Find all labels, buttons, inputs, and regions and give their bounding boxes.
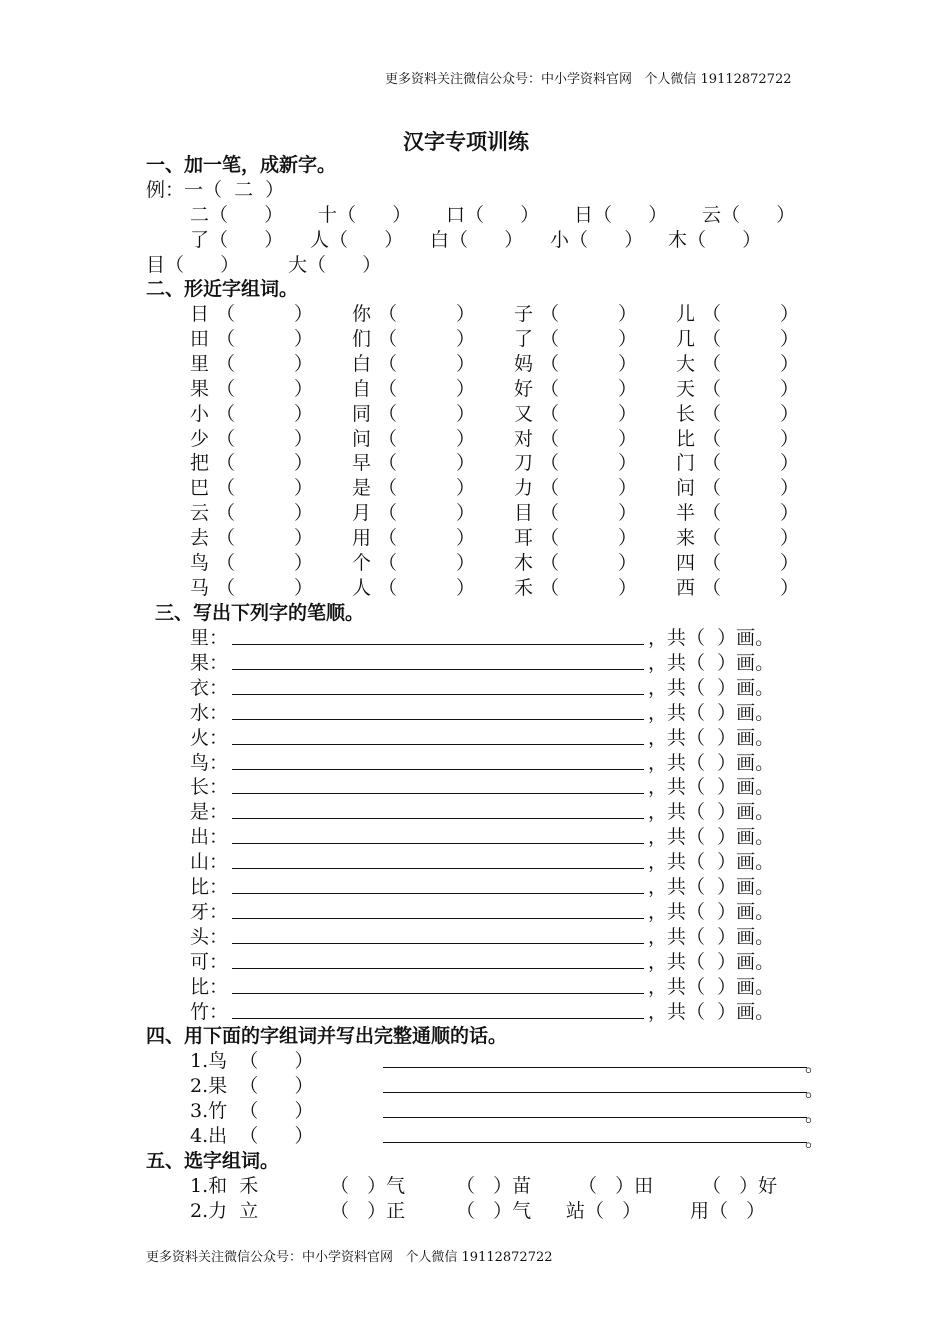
similar-char: 对 (514, 427, 534, 450)
similar-char: 大 (676, 352, 696, 375)
choose-char-item: 2.力 立 (190, 1200, 259, 1222)
stroke-order-char: 比： (190, 876, 229, 898)
similar-char: 去 (190, 527, 210, 550)
close-paren: ） (456, 576, 476, 599)
open-paren: （ (702, 576, 722, 599)
open-paren: （ (378, 303, 398, 325)
stroke-order-char: 是： (190, 801, 229, 824)
open-paren: （ (378, 377, 398, 400)
stroke-count-suffix: ，共（ ）画。 (648, 1000, 775, 1023)
similar-char: 四 (676, 552, 696, 574)
page-header: 更多资料关注微信公众号：中小学资料官网 个人微信 19112872722 (385, 72, 792, 87)
close-paren: ） (456, 527, 476, 550)
similar-char: 马 (190, 576, 210, 599)
close-paren: ） (294, 552, 314, 574)
sentence-period: 。 (805, 1054, 825, 1076)
stroke-order-line[interactable] (232, 744, 644, 745)
add-stroke-item: 人（ ） (310, 229, 404, 251)
similar-char: 妈 (514, 352, 534, 375)
close-paren: ） (780, 352, 800, 375)
close-paren: ） (780, 303, 800, 325)
stroke-order-char: 头： (190, 925, 229, 948)
stroke-count-suffix: ，共（ ）画。 (648, 676, 775, 699)
open-paren: （ (540, 477, 560, 500)
close-paren: ） (618, 303, 638, 325)
similar-char: 巴 (190, 477, 210, 500)
stroke-count-suffix: ，共（ ）画。 (648, 950, 775, 973)
open-paren: （ (702, 477, 722, 500)
similar-char: 半 (676, 502, 696, 525)
similar-char: 耳 (514, 527, 534, 550)
close-paren: ） (780, 377, 800, 400)
close-paren: ） (618, 427, 638, 450)
similar-char: 又 (514, 402, 534, 425)
close-paren: ） (780, 452, 800, 475)
section5-heading: 五、选字组词。 (146, 1150, 280, 1172)
add-stroke-item: 二（ ） (190, 204, 284, 226)
similar-char: 田 (190, 327, 210, 350)
stroke-count-suffix: ，共（ ）画。 (648, 876, 775, 898)
open-paren: （ (540, 427, 560, 450)
similar-char: 果 (190, 377, 210, 400)
choose-char-item: （ ）好 (702, 1175, 778, 1197)
add-stroke-item: 白（ ） (430, 229, 524, 251)
stroke-order-line[interactable] (232, 1018, 644, 1019)
close-paren: ） (294, 527, 314, 550)
open-paren: （ (540, 352, 560, 375)
open-paren: （ (540, 402, 560, 425)
sentence-period: 。 (805, 1129, 825, 1151)
open-paren: （ (216, 377, 236, 400)
open-paren: （ (540, 377, 560, 400)
stroke-order-line[interactable] (232, 769, 644, 770)
stroke-order-char: 出： (190, 826, 229, 849)
sentence-item: 1.鸟 （ ） (190, 1050, 314, 1072)
similar-char: 白 (352, 352, 372, 375)
sentence-line[interactable] (383, 1067, 807, 1068)
similar-char: 把 (190, 452, 210, 475)
open-paren: （ (216, 402, 236, 425)
stroke-count-suffix: ，共（ ）画。 (648, 701, 775, 724)
stroke-order-char: 衣： (190, 676, 229, 699)
open-paren: （ (216, 552, 236, 574)
page-footer: 更多资料关注微信公众号：中小学资料官网 个人微信 19112872722 (146, 1250, 553, 1265)
similar-char: 问 (676, 477, 696, 500)
similar-char: 里 (190, 352, 210, 375)
choose-char-item: 站（ ） (566, 1200, 642, 1222)
open-paren: （ (540, 303, 560, 325)
close-paren: ） (456, 502, 476, 525)
close-paren: ） (456, 303, 476, 325)
similar-char: 自 (352, 377, 372, 400)
similar-char: 长 (676, 402, 696, 425)
similar-char: 是 (352, 477, 372, 500)
close-paren: ） (294, 402, 314, 425)
sentence-period: 。 (805, 1079, 825, 1101)
stroke-order-line[interactable] (232, 843, 644, 844)
stroke-order-line[interactable] (232, 993, 644, 994)
sentence-line[interactable] (383, 1142, 807, 1143)
stroke-count-suffix: ，共（ ）画。 (648, 925, 775, 948)
page-title: 汉字专项训练 (403, 129, 529, 154)
close-paren: ） (618, 402, 638, 425)
close-paren: ） (618, 477, 638, 500)
open-paren: （ (702, 327, 722, 350)
section1-example: 例：一（ 二 ） (146, 179, 285, 201)
open-paren: （ (216, 527, 236, 550)
choose-char-item: （ ）正 (330, 1200, 406, 1222)
stroke-order-line[interactable] (232, 719, 644, 720)
open-paren: （ (540, 502, 560, 525)
close-paren: ） (294, 477, 314, 500)
open-paren: （ (216, 502, 236, 525)
open-paren: （ (216, 427, 236, 450)
open-paren: （ (216, 477, 236, 500)
stroke-order-line[interactable] (232, 968, 644, 969)
open-paren: （ (540, 327, 560, 350)
stroke-order-char: 牙： (190, 900, 229, 923)
choose-char-item: 用（ ） (690, 1200, 766, 1222)
open-paren: （ (702, 552, 722, 574)
add-stroke-item: 大（ ） (288, 254, 382, 276)
stroke-count-suffix: ，共（ ）画。 (648, 826, 775, 849)
section1-heading: 一、加一笔，成新字。 (146, 154, 337, 176)
open-paren: （ (702, 502, 722, 525)
similar-char: 用 (352, 527, 372, 550)
close-paren: ） (618, 502, 638, 525)
stroke-order-char: 果： (190, 651, 229, 674)
similar-char: 个 (352, 552, 372, 574)
stroke-count-suffix: ，共（ ）画。 (648, 776, 775, 799)
stroke-order-char: 鸟： (190, 751, 229, 774)
sentence-item: 4.出 （ ） (190, 1125, 314, 1147)
close-paren: ） (456, 552, 476, 574)
choose-char-item: （ ）气 (456, 1200, 532, 1222)
sentence-item: 2.果 （ ） (190, 1075, 314, 1097)
stroke-count-suffix: ，共（ ）画。 (648, 975, 775, 998)
similar-char: 来 (676, 527, 696, 550)
stroke-order-line[interactable] (232, 793, 644, 794)
similar-char: 门 (676, 452, 696, 475)
section2-heading: 二、形近字组词。 (146, 278, 299, 300)
sentence-line[interactable] (383, 1117, 807, 1118)
section3-heading: 三、写出下列字的笔顺。 (155, 602, 365, 624)
close-paren: ） (456, 352, 476, 375)
open-paren: （ (702, 377, 722, 400)
open-paren: （ (540, 576, 560, 599)
similar-char: 儿 (676, 303, 696, 325)
close-paren: ） (780, 427, 800, 450)
add-stroke-item: 小（ ） (550, 229, 644, 251)
close-paren: ） (456, 402, 476, 425)
stroke-count-suffix: ，共（ ）画。 (648, 751, 775, 774)
stroke-order-line[interactable] (232, 818, 644, 819)
choose-char-item: （ ）气 (330, 1175, 406, 1197)
section4-heading: 四、用下面的字组词并写出完整通顺的话。 (146, 1025, 508, 1047)
open-paren: （ (378, 402, 398, 425)
open-paren: （ (378, 427, 398, 450)
add-stroke-item: 木（ ） (668, 229, 762, 251)
similar-char: 子 (514, 303, 534, 325)
add-stroke-item: 口（ ） (446, 204, 540, 226)
stroke-order-line[interactable] (232, 943, 644, 944)
similar-char: 人 (352, 576, 372, 599)
similar-char: 云 (190, 502, 210, 525)
stroke-order-line[interactable] (232, 694, 644, 695)
choose-char-item: （ ）苗 (456, 1175, 532, 1197)
open-paren: （ (378, 477, 398, 500)
open-paren: （ (216, 303, 236, 325)
stroke-count-suffix: ，共（ ）画。 (648, 651, 775, 674)
similar-char: 木 (514, 552, 534, 574)
close-paren: ） (618, 552, 638, 574)
close-paren: ） (294, 377, 314, 400)
sentence-item: 3.竹 （ ） (190, 1100, 314, 1122)
open-paren: （ (378, 452, 398, 475)
stroke-order-char: 竹： (190, 1000, 229, 1023)
similar-char: 少 (190, 427, 210, 450)
similar-char: 日 (190, 303, 210, 325)
close-paren: ） (294, 576, 314, 599)
close-paren: ） (456, 427, 476, 450)
choose-char-item: 1.和 禾 (190, 1175, 259, 1197)
similar-char: 天 (676, 377, 696, 400)
close-paren: ） (618, 327, 638, 350)
close-paren: ） (780, 477, 800, 500)
add-stroke-item: 十（ ） (318, 204, 412, 226)
open-paren: （ (378, 327, 398, 350)
open-paren: （ (378, 576, 398, 599)
close-paren: ） (294, 427, 314, 450)
open-paren: （ (540, 452, 560, 475)
open-paren: （ (540, 527, 560, 550)
stroke-order-line[interactable] (232, 644, 644, 645)
close-paren: ） (456, 377, 476, 400)
close-paren: ） (456, 477, 476, 500)
close-paren: ） (618, 576, 638, 599)
close-paren: ） (618, 527, 638, 550)
stroke-count-suffix: ，共（ ）画。 (648, 627, 775, 649)
close-paren: ） (456, 452, 476, 475)
stroke-count-suffix: ，共（ ）画。 (648, 726, 775, 749)
stroke-order-char: 可： (190, 950, 229, 973)
open-paren: （ (378, 352, 398, 375)
similar-char: 比 (676, 427, 696, 450)
close-paren: ） (294, 502, 314, 525)
add-stroke-item: 了（ ） (190, 229, 284, 251)
similar-char: 鸟 (190, 552, 210, 574)
open-paren: （ (378, 552, 398, 574)
open-paren: （ (216, 576, 236, 599)
similar-char: 西 (676, 576, 696, 599)
open-paren: （ (702, 402, 722, 425)
stroke-count-suffix: ，共（ ）画。 (648, 801, 775, 824)
close-paren: ） (294, 327, 314, 350)
open-paren: （ (378, 502, 398, 525)
stroke-order-char: 火： (190, 726, 229, 749)
similar-char: 同 (352, 402, 372, 425)
stroke-order-char: 山： (190, 851, 229, 874)
stroke-count-suffix: ，共（ ）画。 (648, 900, 775, 923)
open-paren: （ (702, 303, 722, 325)
stroke-order-char: 里： (190, 627, 229, 649)
open-paren: （ (702, 352, 722, 375)
close-paren: ） (780, 402, 800, 425)
stroke-order-char: 比： (190, 975, 229, 998)
similar-char: 刀 (514, 452, 534, 475)
close-paren: ） (618, 352, 638, 375)
close-paren: ） (780, 327, 800, 350)
close-paren: ） (618, 377, 638, 400)
open-paren: （ (216, 452, 236, 475)
close-paren: ） (294, 352, 314, 375)
stroke-order-char: 水： (190, 701, 229, 724)
open-paren: （ (378, 527, 398, 550)
close-paren: ） (780, 527, 800, 550)
close-paren: ） (294, 303, 314, 325)
stroke-order-line[interactable] (232, 868, 644, 869)
sentence-period: 。 (805, 1104, 825, 1126)
open-paren: （ (540, 552, 560, 574)
close-paren: ） (780, 576, 800, 599)
similar-char: 了 (514, 327, 534, 350)
open-paren: （ (702, 527, 722, 550)
open-paren: （ (216, 327, 236, 350)
similar-char: 小 (190, 402, 210, 425)
close-paren: ） (294, 452, 314, 475)
open-paren: （ (702, 427, 722, 450)
open-paren: （ (702, 452, 722, 475)
close-paren: ） (618, 452, 638, 475)
add-stroke-item: 日（ ） (574, 204, 668, 226)
close-paren: ） (780, 502, 800, 525)
similar-char: 你 (352, 303, 372, 325)
similar-char: 禾 (514, 576, 534, 599)
open-paren: （ (216, 352, 236, 375)
stroke-order-line[interactable] (232, 669, 644, 670)
similar-char: 好 (514, 377, 534, 400)
stroke-order-line[interactable] (232, 893, 644, 894)
similar-char: 问 (352, 427, 372, 450)
stroke-count-suffix: ，共（ ）画。 (648, 851, 775, 874)
similar-char: 目 (514, 502, 534, 525)
similar-char: 们 (352, 327, 372, 350)
stroke-order-char: 长： (190, 776, 229, 799)
similar-char: 力 (514, 477, 534, 500)
sentence-line[interactable] (383, 1092, 807, 1093)
close-paren: ） (780, 552, 800, 574)
close-paren: ） (456, 327, 476, 350)
add-stroke-item: 云（ ） (702, 204, 796, 226)
choose-char-item: （ ）田 (578, 1175, 654, 1197)
similar-char: 几 (676, 327, 696, 350)
similar-char: 月 (352, 502, 372, 525)
stroke-order-line[interactable] (232, 918, 644, 919)
add-stroke-item: 目（ ） (146, 254, 240, 276)
similar-char: 早 (352, 452, 372, 475)
